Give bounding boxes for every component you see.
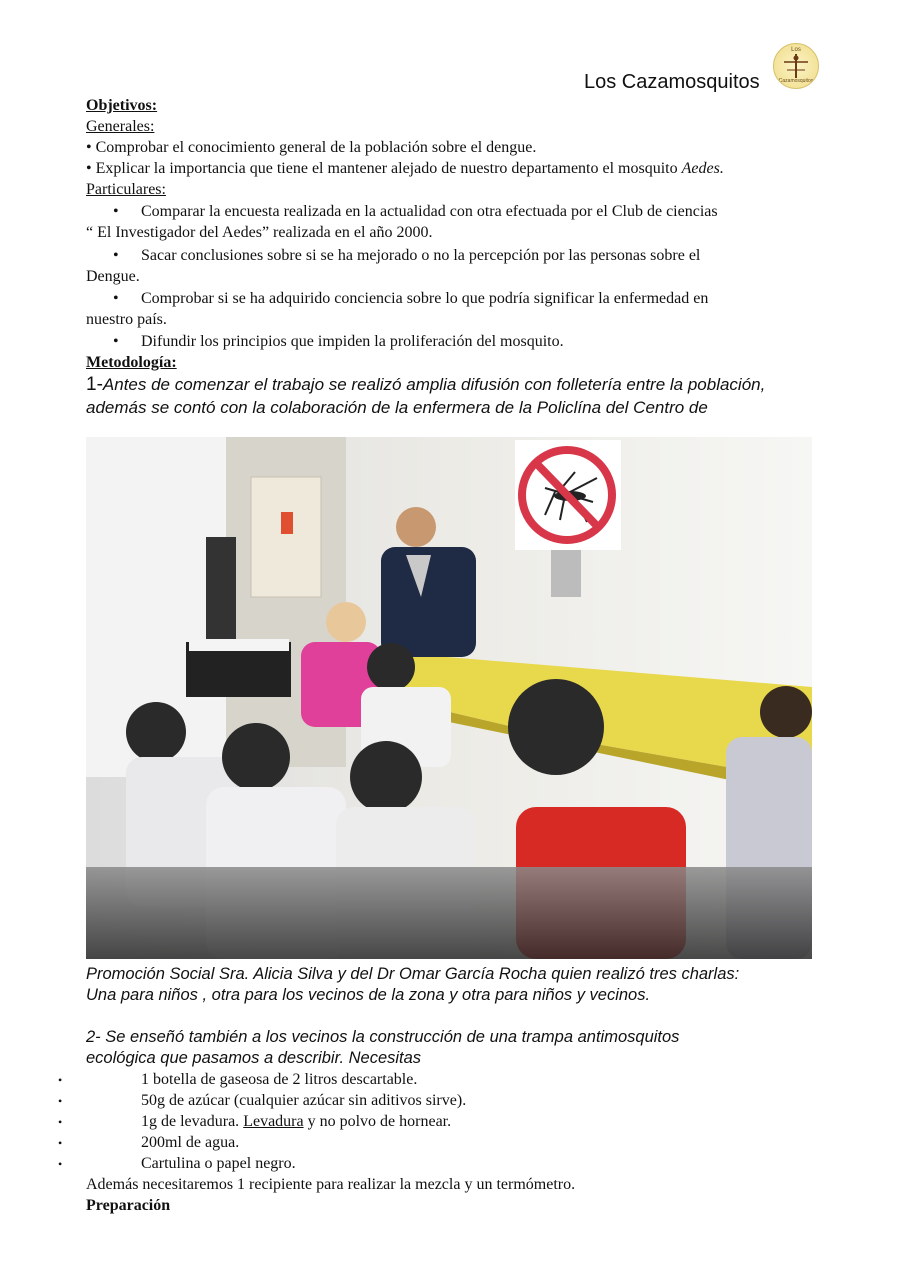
particular-bullet-2: • [113,247,119,264]
general-item-1: • Comprobar el conocimiento general de la población sobre el dengue. [86,139,537,156]
particular-item-1-line2: “ El Investigador del Aedes” realizada en el año 2000. [86,224,433,241]
particular-item-2-line2: Dengue. [86,268,140,285]
particular-item-2-line1: Sacar conclusiones sobre si se ha mejorado o no la percepción por las personas sobre el [141,247,701,264]
aedes-italic: Aedes. [681,160,724,177]
levadura-link[interactable]: Levadura [243,1113,304,1130]
preparation-heading: Preparación [86,1197,171,1214]
document-header-title: Los Cazamosquitos [584,71,760,93]
methodology-heading: Metodología: [86,354,177,371]
general-item-2: • Explicar la importancia que tiene el mantener alejado de nuestro departamento el mosquito Aedes. [86,160,724,177]
step2-line2: ecológica que pasamos a describir. Necesitas [86,1049,422,1067]
logo-text-bottom: Cazamosquitos [778,78,814,84]
step2-line1: 2- Se enseñó también a los vecinos la construcción de una trampa antimosquitos [86,1028,680,1046]
material-item-4: 200ml de agua. [141,1134,240,1151]
material-item-2: 50g de azúcar (cualquier azúcar sin aditivos sirve). [141,1092,467,1109]
material-item-3: 1g de levadura. Levadura y no polvo de hornear. [141,1113,452,1130]
particular-item-3-line2: nuestro país. [86,311,167,328]
material-bullet-3: • [58,1115,63,1129]
material-bullet-5: • [58,1157,63,1171]
material-bullet-4: • [58,1136,63,1150]
general-heading: Generales: [86,118,155,135]
caption-line2: Una para niños , otra para los vecinos de la zona y otra para niños y vecinos. [86,986,651,1004]
material-bullet-2: • [58,1094,63,1108]
particular-item-1-line1: Comparar la encuesta realizada en la actualidad con otra efectuada por el Club de ciencias [141,203,718,220]
particular-item-4-line1: Difundir los principios que impiden la proliferación del mosquito. [141,333,564,350]
material-item-1: 1 botella de gaseosa de 2 litros descartable. [141,1071,418,1088]
step1-line2: además se contó con la colaboración de la enfermera de la Policlína del Centro de [86,398,708,417]
caption-line1: Promoción Social Sra. Alicia Silva y del Dr Omar García Rocha quien realizó tres charlas: [86,965,740,983]
objectives-heading: Objetivos: [86,97,158,114]
particular-bullet-1: • [113,203,119,220]
logo-text-top: Los [791,47,801,53]
extra-materials-line: Además necesitaremos 1 recipiente para realizar la mezcla y un termómetro. [86,1176,576,1193]
step1-line1: 1-Antes de comenzar el trabajo se realizó amplia difusión con folletería entre la población, [86,374,766,395]
material-item-5: Cartulina o papel negro. [141,1155,296,1172]
particular-bullet-3: • [113,290,119,307]
club-logo [773,43,819,89]
material-bullet-1: • [58,1073,63,1087]
classroom-photo-illustration [86,437,812,959]
no-mosquito-sign-icon [515,440,621,550]
particular-bullet-4: • [113,333,119,350]
particular-heading: Particulares: [86,181,166,198]
step1-number: 1- [86,374,103,395]
particular-item-3-line1: Comprobar si se ha adquirido conciencia sobre lo que podría significar la enfermedad en [141,290,709,307]
talk-photo [86,437,812,959]
